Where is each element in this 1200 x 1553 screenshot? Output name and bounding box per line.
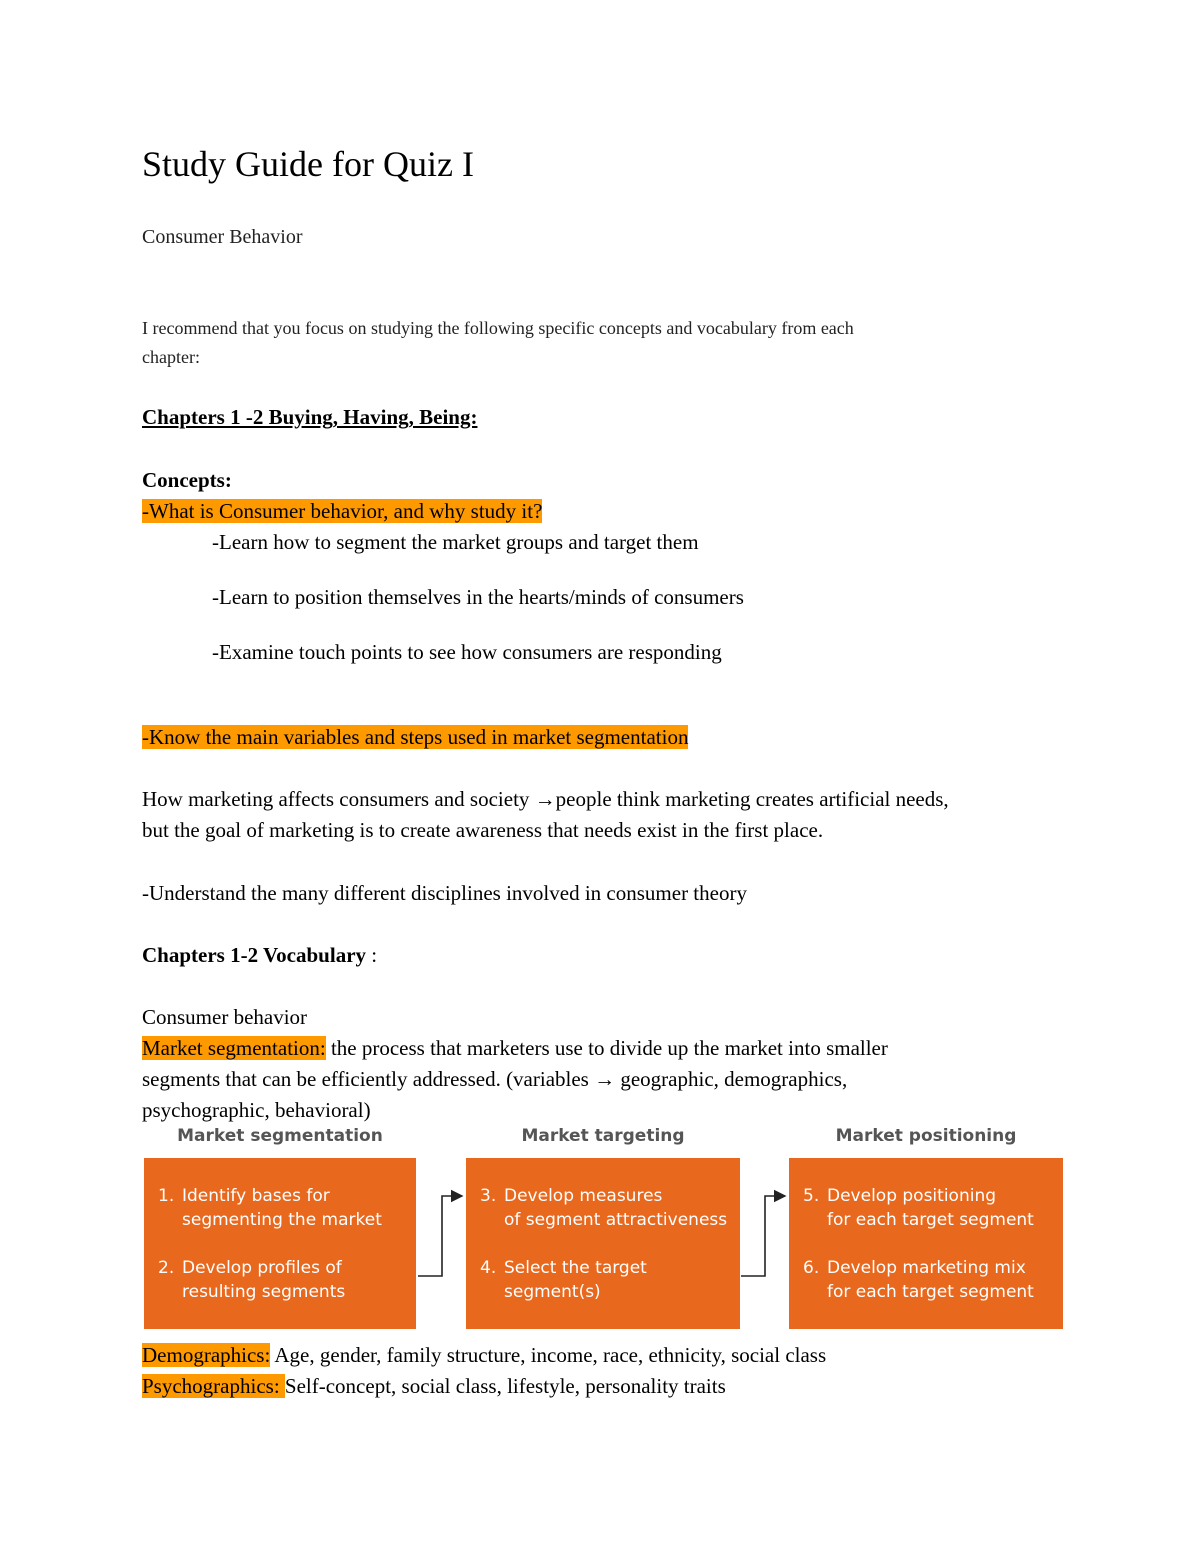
marketing-effects-line-2: but the goal of marketing is to create awareness that needs exist in the first place. (142, 818, 824, 842)
concepts-label: Concepts: (142, 468, 232, 492)
stage-heading-positioning: Market positioning (835, 1126, 1017, 1146)
intro-line-2: chapter: (142, 347, 200, 367)
concept-point-position: -Learn to position themselves in the hearts/minds of consumers (212, 585, 744, 609)
step-text: Develop measures of segment attractiveness (504, 1186, 728, 1230)
step-text: Select the target segment(s) (504, 1258, 647, 1302)
document-subtitle: Consumer Behavior (142, 226, 303, 248)
highlight-term: Psychographics: (142, 1374, 285, 1398)
vocabulary-heading-colon: : (366, 943, 378, 967)
vocab-demographics (142, 1340, 826, 1371)
highlight: -What is Consumer behavior, and why study it? (142, 499, 543, 523)
arrow-connector-2 (741, 1196, 785, 1276)
step-text: Develop profiles of resulting segments (182, 1258, 346, 1302)
vocab-consumer-behavior: Consumer behavior (142, 1005, 308, 1029)
highlight-term: Demographics: (142, 1343, 271, 1367)
stage-heading-targeting: Market targeting (521, 1126, 685, 1146)
vocab-market-segmentation-line-2: segments that can be efficiently addressed. (variables → geographic, demographics, (142, 1067, 848, 1091)
section-heading-chapters-1-2: Chapters 1 -2 Buying, Having, Being: (142, 405, 478, 429)
step-number: 2. (158, 1258, 175, 1278)
concept-point-segment: -Learn how to segment the market groups and target them (212, 530, 699, 554)
step-text: Identify bases for segmenting the market (182, 1186, 382, 1230)
highlight: -Know the main variables and steps used in market segmentation (142, 725, 689, 749)
definition: the process that marketers use to divide up the market into smaller (325, 1036, 888, 1060)
step-text: Develop positioning for each target segment (827, 1186, 1034, 1230)
definition: Self-concept, social class, lifestyle, personality traits (284, 1374, 726, 1398)
vocab-psychographics (142, 1371, 726, 1402)
stage-heading-segmentation: Market segmentation (177, 1126, 383, 1146)
vocab-market-segmentation-line-3: psychographic, behavioral) (142, 1098, 371, 1122)
highlight-term: Market segmentation: (142, 1036, 326, 1060)
definition: Age, gender, family structure, income, race, ethnicity, social class (270, 1343, 827, 1367)
step-text: Develop marketing mix for each target segment (827, 1258, 1034, 1302)
step-number: 4. (480, 1258, 497, 1278)
document-title: Study Guide for Quiz I (142, 144, 474, 184)
arrow-connector-1 (418, 1196, 462, 1276)
step-number: 1. (158, 1186, 175, 1206)
concept-point-touchpoints: -Examine touch points to see how consumers are responding (212, 640, 722, 664)
step-number: 6. (803, 1258, 820, 1278)
intro-line-1: I recommend that you focus on studying the following specific concepts and vocabulary from each (142, 318, 854, 338)
step-number: 3. (480, 1186, 497, 1206)
marketing-effects-line-1: How marketing affects consumers and society →people think marketing creates artificial needs, (142, 787, 949, 811)
vocabulary-heading-text: Chapters 1-2 Vocabulary (142, 943, 367, 967)
disciplines-line: -Understand the many different disciplines involved in consumer theory (142, 881, 747, 905)
step-number: 5. (803, 1186, 820, 1206)
